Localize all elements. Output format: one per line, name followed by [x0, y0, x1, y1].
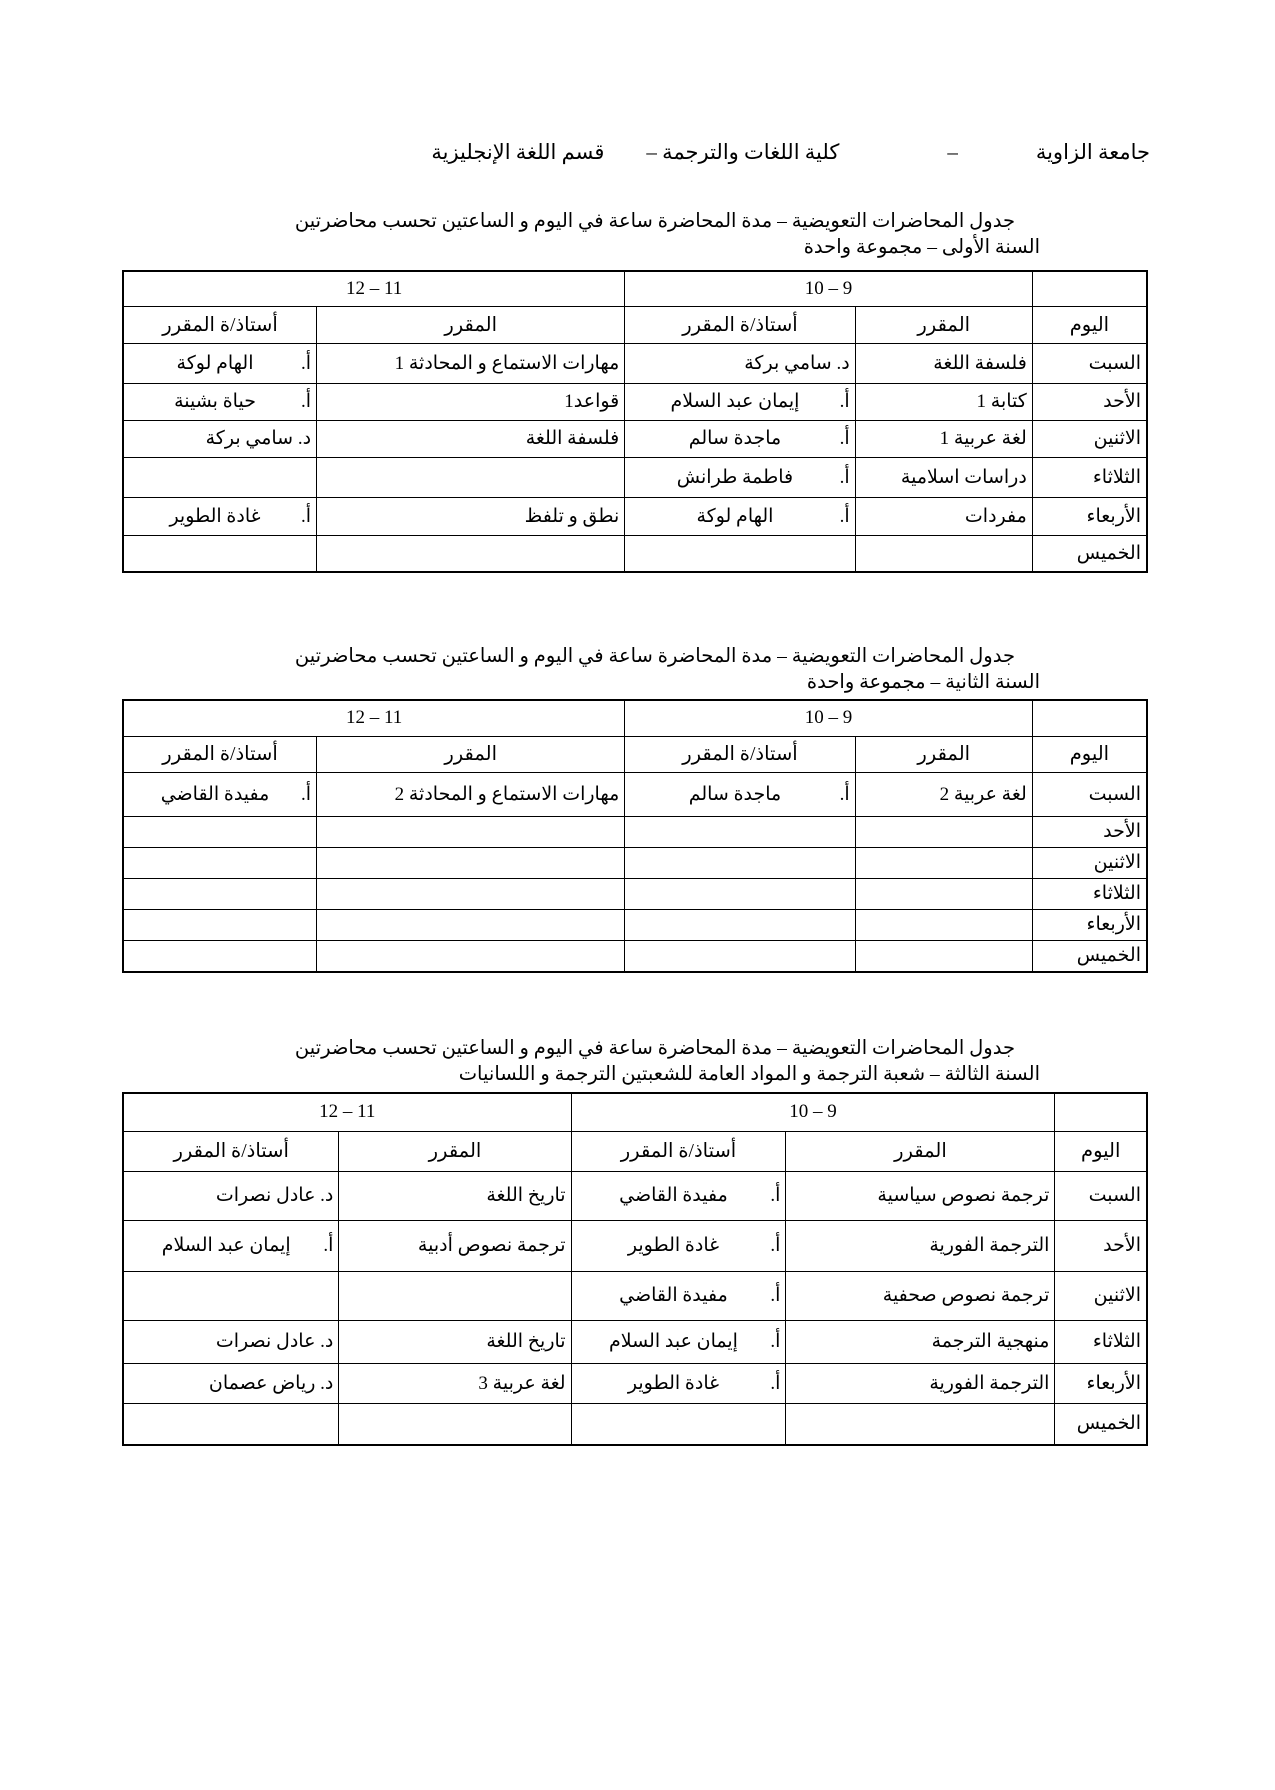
- day-row-monday: [123, 847, 1147, 878]
- section-2-subtitle: السنة الثانية – مجموعة واحدة: [806, 672, 1040, 693]
- instructor-column-header: أستاذ/ة المقرر: [123, 736, 317, 772]
- section-2-title-block: [0, 644, 1040, 696]
- instructor-cell: [571, 1271, 786, 1320]
- day-row-tuesday: [123, 1320, 1147, 1363]
- instructor-title-prefix: أ.: [770, 1372, 781, 1394]
- instructor-cell: [123, 497, 317, 535]
- day-cell-saturday: السبت: [1055, 1171, 1147, 1220]
- instructor-title-prefix: أ.: [323, 1235, 334, 1256]
- day-row-sunday: [123, 816, 1147, 847]
- day-row-saturday: [123, 772, 1147, 816]
- time-header-row: [123, 1093, 1147, 1131]
- day-cell-thursday: الخميس: [1055, 1403, 1147, 1445]
- time-slot-header: 10 – 9: [571, 1093, 1055, 1131]
- course-cell: فلسفة اللغة: [855, 343, 1032, 383]
- day-cell-monday: الاثنين: [1032, 847, 1147, 878]
- course-cell: [855, 878, 1032, 909]
- day-row-tuesday: [123, 457, 1147, 497]
- section-3-title-block: [0, 1036, 1040, 1088]
- instructor-cell: [625, 420, 855, 457]
- instructor-cell: [123, 772, 317, 816]
- header-department: قسم اللغة الإنجليزية: [431, 140, 605, 164]
- day-cell-wednesday: الأربعاء: [1055, 1363, 1147, 1403]
- instructor-name: ماجدة سالم: [688, 783, 782, 805]
- column-header-row: [123, 736, 1147, 772]
- instructor-name: فاطمة طرانش: [676, 466, 794, 488]
- course-cell: مفردات: [855, 497, 1032, 535]
- instructor-cell: [123, 940, 317, 972]
- section-1-title: جدول المحاضرات التعويضية – مدة المحاضرة ساعة في اليوم و الساعتين تحسب محاضرتين: [294, 211, 1015, 232]
- instructor-column-header: أستاذ/ة المقرر: [571, 1131, 786, 1171]
- day-row-wednesday: [123, 497, 1147, 535]
- column-header-row: [123, 306, 1147, 343]
- instructor-title-prefix: أ.: [839, 391, 850, 412]
- schedule-table-holder-1: [122, 270, 1148, 573]
- instructor-column-header: أستاذ/ة المقرر: [123, 306, 317, 343]
- section-year-2: [0, 644, 1275, 973]
- course-cell: [855, 940, 1032, 972]
- course-cell: ترجمة نصوص صحفية: [786, 1271, 1055, 1320]
- instructor-cell: [123, 1271, 339, 1320]
- instructor-title-prefix: أ.: [770, 1285, 781, 1306]
- day-cell-wednesday: الأربعاء: [1032, 909, 1147, 940]
- instructor-name: مفيدة القاضي: [619, 1185, 728, 1206]
- instructor-cell: [571, 1220, 786, 1271]
- section-1-subtitle: السنة الأولى – مجموعة واحدة: [803, 237, 1040, 258]
- instructor-name: إيمان عبد السلام: [609, 1331, 738, 1352]
- instructor-cell: [123, 1220, 339, 1271]
- course-cell: نطق و تلفظ: [317, 497, 625, 535]
- instructor-title-prefix: أ.: [839, 428, 850, 449]
- course-column-header: المقرر: [855, 306, 1032, 343]
- instructor-cell: [123, 343, 317, 383]
- schedule-table-3: [122, 1092, 1148, 1446]
- course-cell: لغة عربية 1: [855, 420, 1032, 457]
- day-cell-saturday: السبت: [1032, 772, 1147, 816]
- header-dash: –: [947, 140, 958, 164]
- schedule-table-1: [122, 270, 1148, 573]
- instructor-cell: د. عادل نصرات: [123, 1171, 339, 1220]
- course-cell: [855, 535, 1032, 572]
- instructor-cell: [625, 878, 855, 909]
- header-college: كلية اللغات والترجمة –: [646, 140, 840, 164]
- day-cell-tuesday: الثلاثاء: [1055, 1320, 1147, 1363]
- instructor-name: غادة الطوير: [627, 1235, 720, 1256]
- course-column-header: المقرر: [786, 1131, 1055, 1171]
- day-row-tuesday: [123, 878, 1147, 909]
- time-slot-header: 12 – 11: [123, 271, 625, 306]
- instructor-cell: د. عادل نصرات: [123, 1320, 339, 1363]
- day-cell-thursday: الخميس: [1032, 940, 1147, 972]
- instructor-cell: [123, 457, 317, 497]
- instructor-column-header: أستاذ/ة المقرر: [123, 1131, 339, 1171]
- instructor-cell: [625, 847, 855, 878]
- day-cell-sunday: الأحد: [1032, 383, 1147, 420]
- instructor-cell: [625, 909, 855, 940]
- course-cell: ترجمة نصوص أدبية: [339, 1220, 571, 1271]
- course-cell: [855, 816, 1032, 847]
- course-cell: مهارات الاستماع و المحادثة 1: [317, 343, 625, 383]
- instructor-name: ماجدة سالم: [688, 428, 782, 449]
- course-cell: [317, 909, 625, 940]
- instructor-cell: [625, 816, 855, 847]
- column-header-row: [123, 1131, 1147, 1171]
- course-column-header: المقرر: [855, 736, 1032, 772]
- course-cell: الترجمة الفورية: [786, 1220, 1055, 1271]
- instructor-cell: [123, 383, 317, 420]
- day-row-wednesday: [123, 1363, 1147, 1403]
- day-row-thursday: [123, 535, 1147, 572]
- day-column-header: اليوم: [1032, 736, 1147, 772]
- instructor-title-prefix: أ.: [770, 1235, 781, 1256]
- day-row-sunday: [123, 1220, 1147, 1271]
- instructor-name: الهام لوكة: [176, 352, 254, 374]
- course-cell: [317, 940, 625, 972]
- section-2-title: جدول المحاضرات التعويضية – مدة المحاضرة ساعة في اليوم و الساعتين تحسب محاضرتين: [294, 646, 1015, 667]
- day-row-saturday: [123, 343, 1147, 383]
- time-header-row: [123, 700, 1147, 736]
- day-cell-monday: الاثنين: [1055, 1271, 1147, 1320]
- instructor-cell: [123, 878, 317, 909]
- day-column-blank-cell: [1055, 1093, 1147, 1131]
- day-cell-sunday: الأحد: [1055, 1220, 1147, 1271]
- day-column-blank-cell: [1032, 271, 1147, 306]
- instructor-name: مفيدة القاضي: [619, 1285, 728, 1306]
- course-cell: [855, 909, 1032, 940]
- instructor-name: غادة الطوير: [169, 505, 261, 527]
- schedule-table-holder-2: [122, 699, 1148, 973]
- instructor-cell: [625, 383, 855, 420]
- instructor-cell: [625, 940, 855, 972]
- instructor-cell: [571, 1171, 786, 1220]
- header-university: جامعة الزاوية: [1035, 140, 1150, 164]
- day-cell-monday: الاثنين: [1032, 420, 1147, 457]
- course-cell: تاريخ اللغة: [339, 1171, 571, 1220]
- instructor-cell: [123, 1403, 339, 1445]
- instructor-column-header: أستاذ/ة المقرر: [625, 306, 855, 343]
- course-cell: فلسفة اللغة: [317, 420, 625, 457]
- day-cell-wednesday: الأربعاء: [1032, 497, 1147, 535]
- day-cell-sunday: الأحد: [1032, 816, 1147, 847]
- instructor-name: مفيدة القاضي: [160, 783, 270, 805]
- instructor-title-prefix: أ.: [770, 1185, 781, 1206]
- instructor-cell: [571, 1320, 786, 1363]
- instructor-cell: [625, 457, 855, 497]
- instructor-cell: د. سامي بركة: [625, 343, 855, 383]
- day-cell-thursday: الخميس: [1032, 535, 1147, 572]
- instructor-cell: [625, 772, 855, 816]
- day-row-saturday: [123, 1171, 1147, 1220]
- course-column-header: المقرر: [317, 736, 625, 772]
- instructor-title-prefix: أ.: [839, 505, 850, 527]
- instructor-cell: [123, 909, 317, 940]
- course-cell: لغة عربية 2: [855, 772, 1032, 816]
- course-cell: [317, 535, 625, 572]
- day-row-monday: [123, 1271, 1147, 1320]
- day-row-wednesday: [123, 909, 1147, 940]
- instructor-cell: [123, 816, 317, 847]
- course-cell: ترجمة نصوص سياسية: [786, 1171, 1055, 1220]
- day-cell-saturday: السبت: [1032, 343, 1147, 383]
- schedule-table-2: [122, 699, 1148, 973]
- section-1-title-block: [0, 209, 1040, 261]
- instructor-cell: د. سامي بركة: [123, 420, 317, 457]
- course-cell: كتابة 1: [855, 383, 1032, 420]
- day-row-thursday: [123, 940, 1147, 972]
- day-column-header: اليوم: [1055, 1131, 1147, 1171]
- section-year-3: [0, 1036, 1275, 1446]
- document-header: [0, 140, 1150, 165]
- day-cell-tuesday: الثلاثاء: [1032, 457, 1147, 497]
- instructor-title-prefix: أ.: [770, 1331, 781, 1352]
- course-cell: منهجية الترجمة: [786, 1320, 1055, 1363]
- instructor-name: غادة الطوير: [627, 1372, 720, 1394]
- course-column-header: المقرر: [317, 306, 625, 343]
- course-cell: مهارات الاستماع و المحادثة 2: [317, 772, 625, 816]
- instructor-title-prefix: أ.: [301, 352, 312, 374]
- section-3-title: جدول المحاضرات التعويضية – مدة المحاضرة ساعة في اليوم و الساعتين تحسب محاضرتين: [294, 1038, 1015, 1059]
- instructor-cell: [625, 497, 855, 535]
- time-slot-header: 12 – 11: [123, 1093, 571, 1131]
- instructor-cell: [571, 1403, 786, 1445]
- day-row-monday: [123, 420, 1147, 457]
- course-cell: [339, 1271, 571, 1320]
- instructor-cell: د. رياض عصمان: [123, 1363, 339, 1403]
- instructor-cell: [625, 535, 855, 572]
- instructor-column-header: أستاذ/ة المقرر: [625, 736, 855, 772]
- document-page: [0, 140, 1275, 1790]
- instructor-title-prefix: أ.: [839, 783, 850, 805]
- day-column-blank-cell: [1032, 700, 1147, 736]
- course-cell: تاريخ اللغة: [339, 1320, 571, 1363]
- time-slot-header: 10 – 9: [625, 271, 1033, 306]
- instructor-name: حياة بشينة: [174, 391, 256, 412]
- instructor-name: الهام لوكة: [696, 505, 774, 527]
- instructor-cell: [123, 847, 317, 878]
- course-cell: [855, 847, 1032, 878]
- schedule-table-holder-3: [122, 1092, 1148, 1446]
- course-cell: [317, 847, 625, 878]
- course-column-header: المقرر: [339, 1131, 571, 1171]
- instructor-name: إيمان عبد السلام: [161, 1235, 291, 1256]
- day-column-header: اليوم: [1032, 306, 1147, 343]
- instructor-cell: [123, 535, 317, 572]
- time-slot-header: 10 – 9: [625, 700, 1033, 736]
- instructor-title-prefix: أ.: [301, 505, 312, 527]
- course-cell: قواعد1: [317, 383, 625, 420]
- course-cell: [786, 1403, 1055, 1445]
- day-cell-tuesday: الثلاثاء: [1032, 878, 1147, 909]
- time-slot-header: 12 – 11: [123, 700, 625, 736]
- instructor-title-prefix: أ.: [839, 466, 850, 488]
- day-row-sunday: [123, 383, 1147, 420]
- section-year-1: [0, 209, 1275, 573]
- course-cell: دراسات اسلامية: [855, 457, 1032, 497]
- course-cell: [317, 816, 625, 847]
- instructor-name: إيمان عبد السلام: [670, 391, 800, 412]
- instructor-cell: [571, 1363, 786, 1403]
- course-cell: الترجمة الفورية: [786, 1363, 1055, 1403]
- time-header-row: [123, 271, 1147, 306]
- section-3-subtitle: السنة الثالثة – شعبة الترجمة و المواد العامة للشعبتين الترجمة و اللسانيات: [458, 1064, 1040, 1085]
- course-cell: لغة عربية 3: [339, 1363, 571, 1403]
- course-cell: [339, 1403, 571, 1445]
- course-cell: [317, 457, 625, 497]
- day-row-thursday: [123, 1403, 1147, 1445]
- course-cell: [317, 878, 625, 909]
- instructor-title-prefix: أ.: [301, 783, 312, 805]
- instructor-title-prefix: أ.: [301, 391, 312, 412]
